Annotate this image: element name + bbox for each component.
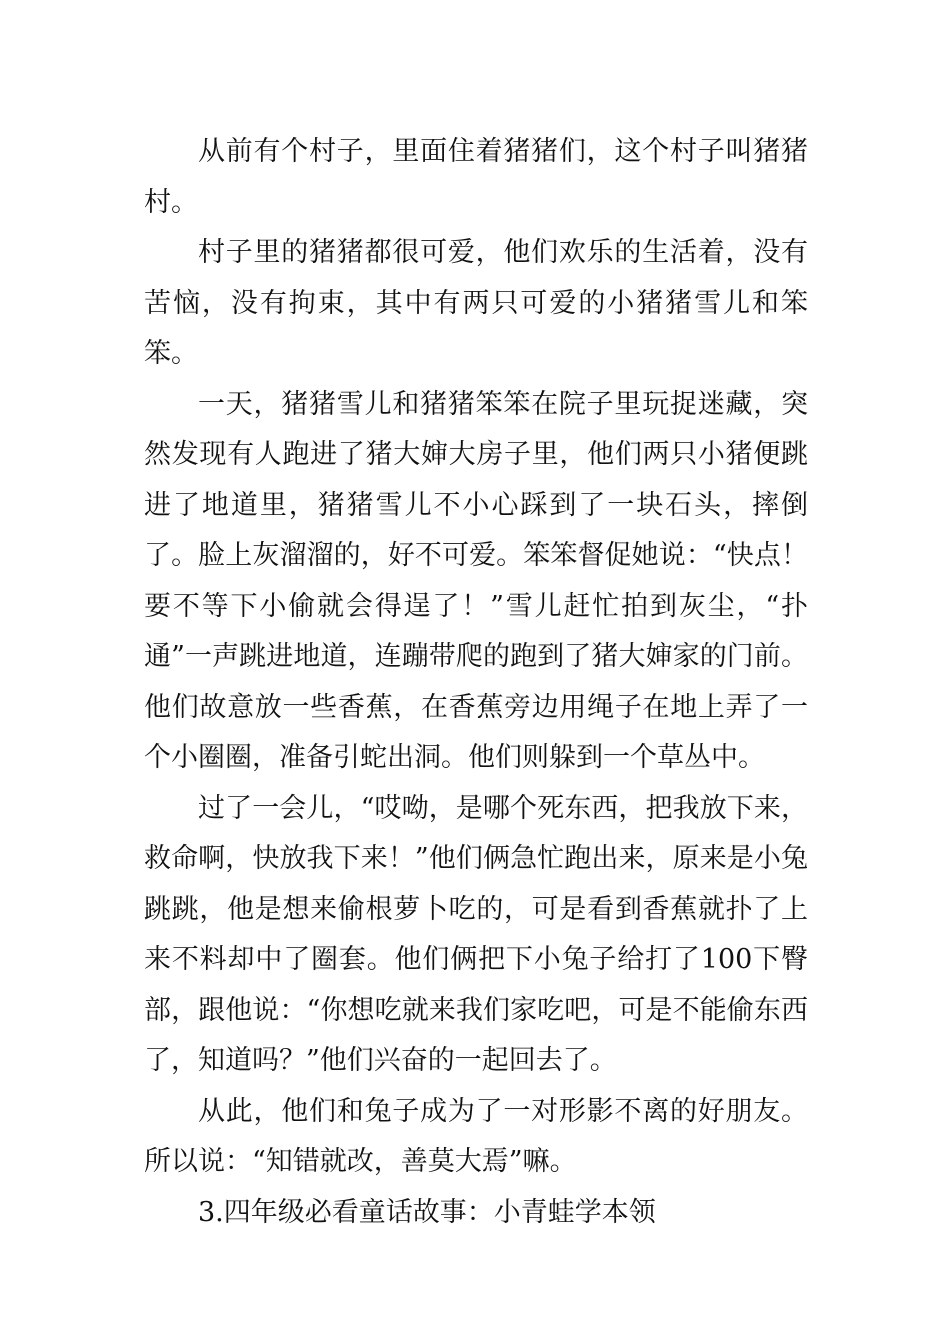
paragraph-4: 过了一会儿，“哎呦，是哪个死东西，把我放下来，救命啊，快放我下来！”他们俩急忙跑出来，原来是小兔跳跳，他是想来偷根萝卜吃的，可是看到香蕉就扑了上来不料却中了圈套。他们俩把下小兔子给打了100下臀部，跟他说：“你想吃就来我们家吃吧，可是不能偷东西了，知道吗？”他们兴奋的一起回去了。 <box>144 792 808 1076</box>
story-text <box>144 127 808 1238</box>
paragraph-2: 村子里的猪猪都很可爱，他们欢乐的生活着，没有苦恼，没有拘束，其中有两只可爱的小猪猪雪儿和笨笨。 <box>144 237 808 369</box>
paragraph-5: 从此，他们和兔子成为了一对形影不离的好朋友。所以说：“知错就改，善莫大焉”嘛。 <box>144 1095 808 1177</box>
paragraph-1: 从前有个村子，里面住着猪猪们，这个村子叫猪猪村。 <box>144 136 808 218</box>
paragraph-3: 一天，猪猪雪儿和猪猪笨笨在院子里玩捉迷藏，突然发现有人跑进了猪大婶大房子里，他们两只小猪便跳进了地道里，猪猪雪儿不小心踩到了一块石头，摔倒了。脸上灰溜溜的，好不可爱。笨笨督促她说：“快点！要不等下小偷就会得逞了！”雪儿赶忙拍到灰尘，“扑通”一声跳进地道，连蹦带爬的跑到了猪大婶家的门前。他们故意放一些香蕉，在香蕉旁边用绳子在地上弄了一个小圈圈，准备引蛇出洞。他们则躲到一个草丛中。 <box>144 388 808 773</box>
section-heading: 3.四年级必看童话故事：小青蛙学本领 <box>198 1196 656 1228</box>
